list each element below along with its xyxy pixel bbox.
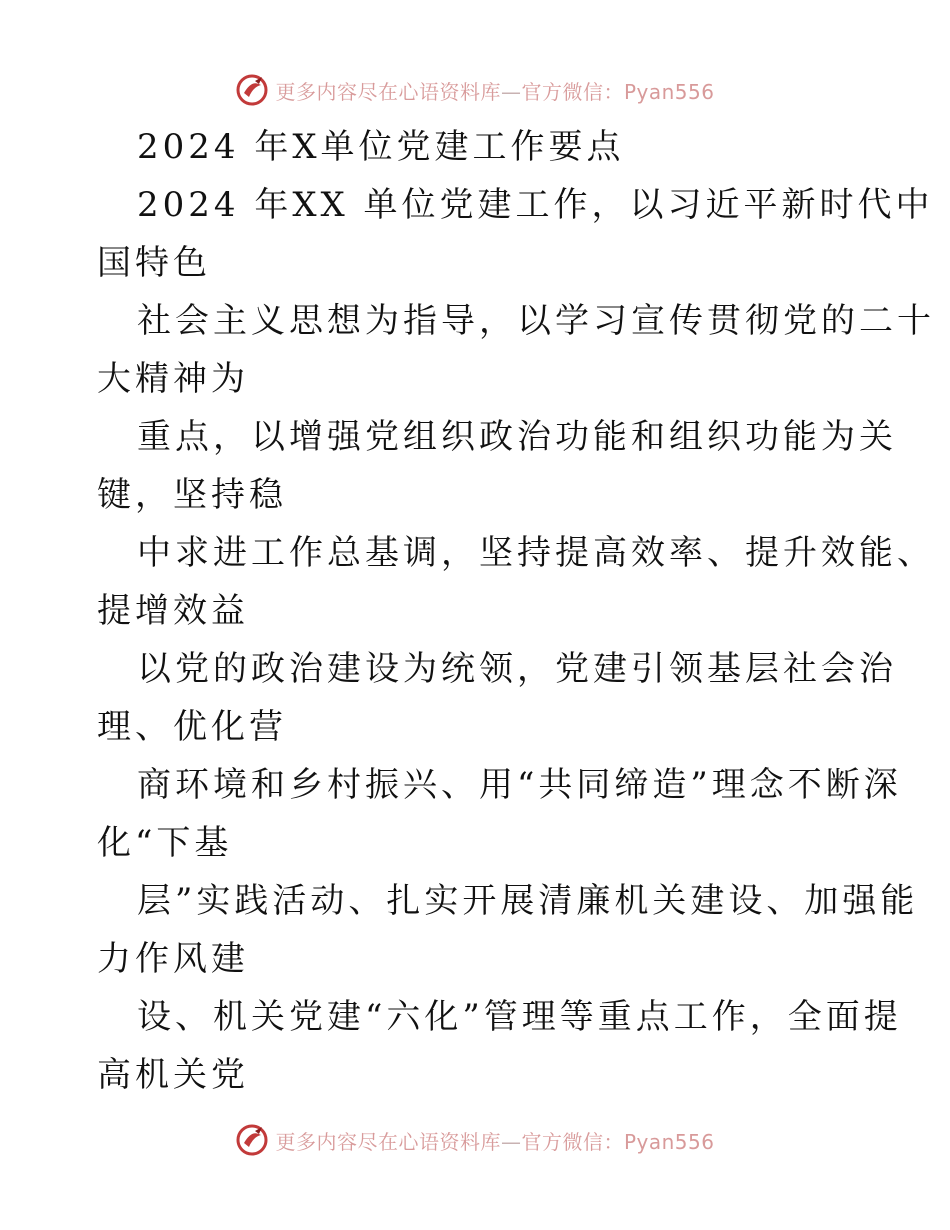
red-swirl-logo-icon — [235, 73, 269, 107]
text-line: 2024 年XX 单位党建工作，以习近平新时代中 — [137, 185, 934, 225]
text-line: 中求进工作总基调，坚持提高效率、提升效能、 — [137, 533, 935, 573]
text-line: 国特色 — [97, 243, 211, 283]
text-line: 社会主义思想为指导，以学习宣传贯彻党的二十 — [137, 301, 935, 341]
text-line: 键，坚持稳 — [97, 475, 287, 515]
text-line: 设、机关党建“六化”管理等重点工作，全面提 — [137, 997, 902, 1037]
text-line: 重点，以增强党组织政治功能和组织功能为关 — [137, 417, 897, 457]
text-line: 力作风建 — [97, 939, 249, 979]
text-line: 商环境和乡村振兴、用“共同缔造”理念不断深 — [137, 765, 902, 805]
text-line: 层”实践活动、扎实开展清廉机关建设、加强能 — [137, 881, 919, 921]
text-line: 高机关党 — [97, 1055, 249, 1095]
text-line: 理、优化营 — [97, 707, 287, 747]
text-line: 化“下基 — [97, 823, 233, 863]
watermark-text: 更多内容尽在心语资料库—官方微信：Pyan556 — [275, 1129, 715, 1154]
document-title: 2024 年X单位党建工作要点 — [137, 127, 625, 167]
header-watermark — [0, 70, 950, 110]
red-swirl-logo-icon — [235, 1123, 269, 1157]
text-line: 以党的政治建设为统领，党建引领基层社会治 — [137, 649, 897, 689]
footer-watermark — [0, 1120, 950, 1160]
text-line: 提增效益 — [97, 591, 249, 631]
text-line: 大精神为 — [97, 359, 249, 399]
watermark-text: 更多内容尽在心语资料库—官方微信：Pyan556 — [275, 79, 715, 104]
document-body — [97, 118, 935, 1104]
